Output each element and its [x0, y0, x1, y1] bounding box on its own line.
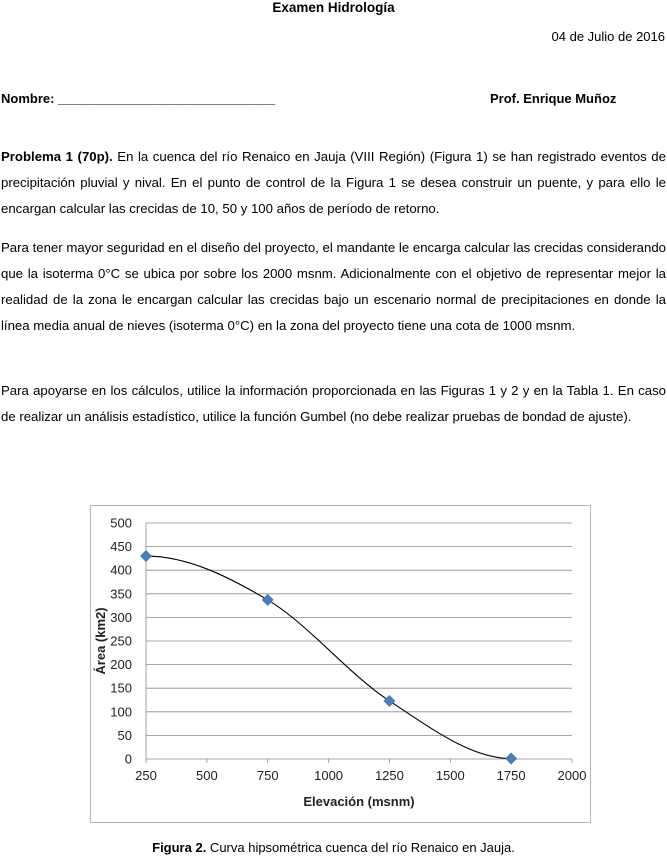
x-axis-title: Elevación (msnm) — [303, 794, 415, 809]
y-tick-label: 0 — [124, 751, 132, 767]
y-tick-label: 250 — [110, 633, 132, 649]
x-tick-label: 250 — [135, 768, 157, 783]
hypsometric-chart — [90, 505, 591, 823]
problem-paragraph-2: Para tener mayor seguridad en el diseño del proyecto, el mandante le encarga calcular las crecidas considerando que la isoterma 0°C se ubica por sobre los 2000 msnm. Adicionalmente con el objetivo de representar mejor la realidad de la zona le encargan calcular las crecidas bajo un escenario normal de precipitaciones en donde la línea media anual de nieves (isoterma 0°C) en la zona del proyecto tiene una cota de 1000 msnm. — [1, 240, 666, 333]
y-tick-label: 50 — [117, 727, 132, 743]
x-tick-label: 1000 — [314, 768, 344, 783]
exam-date: 04 de Julio de 2016 — [551, 29, 665, 44]
y-axis-title: Área (km2) — [93, 607, 108, 675]
data-point-marker — [141, 551, 152, 562]
problem-paragraph-1 — [1, 144, 666, 222]
x-tick-label: 500 — [196, 768, 218, 783]
y-tick-label: 350 — [110, 586, 132, 602]
professor-name: Prof. Enrique Muñoz — [490, 91, 617, 106]
x-tick-label: 1250 — [374, 768, 404, 783]
y-tick-label: 500 — [110, 515, 132, 531]
name-field-label: Nombre: ______________________________ — [1, 91, 275, 106]
problem-label: Problema 1 (70p). — [1, 149, 113, 164]
figure-caption-label: Figura 2. — [152, 840, 207, 855]
y-tick-label: 450 — [110, 539, 132, 555]
series-curve — [146, 556, 511, 758]
figure-caption — [0, 840, 667, 856]
exam-title: Examen Hidrología — [272, 0, 395, 15]
y-tick-label: 200 — [110, 657, 132, 673]
x-tick-label: 1750 — [496, 768, 526, 783]
y-tick-label: 400 — [110, 562, 132, 578]
x-tick-label: 750 — [256, 768, 279, 783]
problem-paragraph-3: Para apoyarse en los cálculos, utilice la información proporcionada en las Figuras 1 y 2 y en la Tabla 1. En caso de realizar un análisis estadístico, utilice la función Gumbel (no debe realizar pruebas de bondad de ajuste). — [1, 383, 666, 424]
data-point-marker — [384, 695, 395, 706]
data-point-marker — [506, 753, 517, 764]
y-tick-label: 100 — [110, 704, 132, 720]
figure-caption-text: Curva hipsométrica cuenca del río Renaico en Jauja. — [206, 840, 515, 855]
y-tick-label: 150 — [110, 680, 132, 696]
y-tick-label: 300 — [110, 609, 132, 625]
x-tick-label: 1500 — [435, 768, 465, 783]
problem-paragraph-1-text: En la cuenca del río Renaico en Jauja (VIII Región) (Figura 1) se han registrado eventos de precipitación pluvial y nival. En el punto de control de la Figura 1 se desea construir un puente, y para ello le encargan calcular las crecidas de 10, 50 y 100 años de período de retorno. — [1, 149, 666, 216]
x-tick-label: 2000 — [557, 768, 587, 783]
data-point-marker — [262, 594, 273, 605]
chart-svg — [91, 506, 590, 822]
